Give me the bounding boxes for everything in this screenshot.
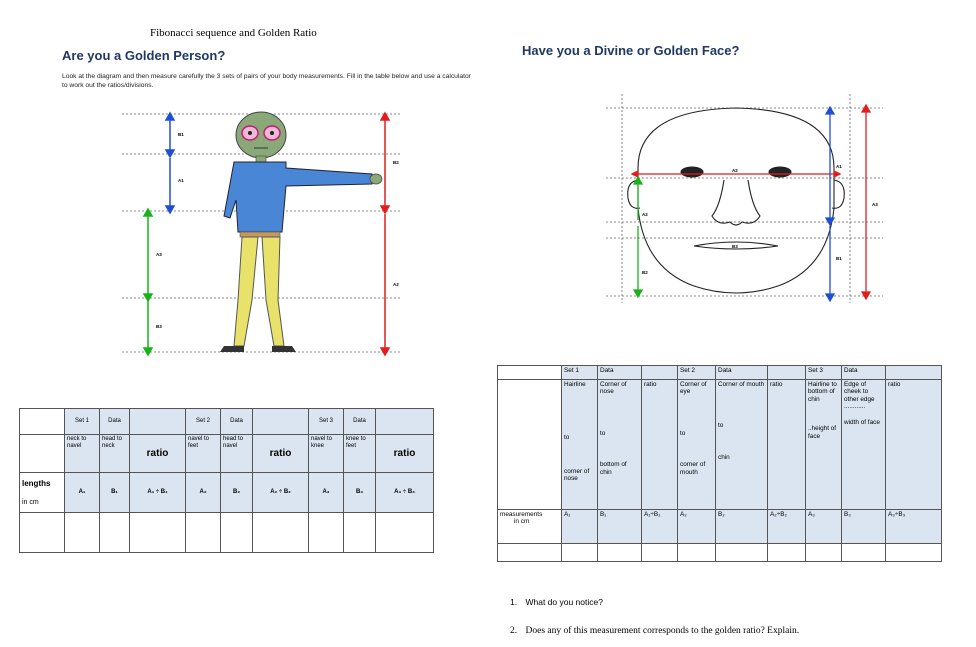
rt-set1: Set 1: [562, 366, 598, 380]
rt-input-a3[interactable]: [806, 544, 842, 562]
rt-b3: B₃: [842, 510, 886, 544]
lt-b1: B₁: [100, 473, 130, 513]
rt-input-a1[interactable]: [562, 544, 598, 562]
question-2: [510, 626, 799, 636]
label-b1: B1: [178, 132, 184, 137]
label-a1: A1: [178, 178, 184, 183]
rt-chin: chin: [718, 453, 730, 461]
instructions: Look at the diagram and then measure carefully the 3 sets of pairs of your body measurements. Fill in the table below and use a calculator to work out the ratios/divisions.: [62, 73, 471, 89]
rt-corner-of-nose-end: corner of nose: [564, 467, 590, 483]
rt-nose-to: to: [600, 429, 606, 437]
lt-set3: Set 3: [309, 409, 344, 435]
lt-data2: Data: [221, 409, 253, 435]
rt-mouth-to: to: [718, 422, 724, 430]
rt-ratio3: ratio: [886, 380, 942, 510]
rt-corner-of-mouth: Corner of mouth: [718, 381, 765, 388]
rt-set2: Set 2: [678, 366, 716, 380]
lt-row-lengths: lengths: [22, 478, 51, 488]
rt-hairline-to: to: [564, 434, 570, 442]
rt-edge-of-cheek: Edge of cheek to other edge: [844, 381, 875, 403]
rt-hairline: Hairline: [564, 381, 586, 388]
rt-input-b1[interactable]: [598, 544, 642, 562]
rt-r3: A₃÷B₃: [886, 510, 942, 544]
face-label-b2: B2: [642, 270, 648, 275]
question-1-text: What do you notice?: [525, 597, 603, 607]
face-label-b1: B1: [836, 256, 842, 261]
face-outline: [628, 108, 845, 293]
lt-data1: Data: [100, 409, 130, 435]
face-measurements-table: [497, 365, 942, 562]
lt-a2: A₂: [186, 473, 221, 513]
rt-ratio1: ratio: [642, 380, 678, 510]
label-a3: A3: [156, 252, 162, 257]
label-b3: B3: [156, 324, 162, 329]
face-label-a3: A3: [872, 202, 878, 207]
face-label-a2: A2: [732, 168, 738, 173]
rt-data2: Data: [716, 366, 768, 380]
rt-row-measurements: measurements: [500, 511, 543, 518]
lt-head-to-neck: head to neck: [100, 435, 130, 473]
rt-data1: Data: [598, 366, 642, 380]
rt-a1: A₁: [562, 510, 598, 544]
face-label-a2-green: A2: [642, 212, 648, 217]
lt-row-incm: in cm: [22, 498, 39, 506]
blue-arrows: [166, 113, 174, 213]
green-arrows: [144, 209, 152, 355]
label-b2: B2: [393, 160, 399, 165]
lt-input-r2[interactable]: [253, 513, 309, 553]
lt-r1: A₁ ÷ B₁: [130, 473, 186, 513]
lt-r2: A₂ ÷ B₂: [253, 473, 309, 513]
lt-input-a3[interactable]: [309, 513, 344, 553]
lt-b3: B₃: [344, 473, 376, 513]
rt-input-a2[interactable]: [678, 544, 716, 562]
rt-b2: B₂: [716, 510, 768, 544]
lt-navel-to-knee: navel to knee: [309, 435, 344, 473]
lt-ratio3: ratio: [376, 435, 434, 473]
lt-input-a2[interactable]: [186, 513, 221, 553]
rt-a3: A₃: [806, 510, 842, 544]
question-2-text: Does any of this measurement corresponds to the golden ratio? Explain.: [525, 626, 800, 636]
rt-b1: B₁: [598, 510, 642, 544]
rt-row-incm: in cm: [514, 518, 530, 526]
rt-input-b3[interactable]: [842, 544, 886, 562]
rt-data3: Data: [842, 366, 886, 380]
lt-ratio1: ratio: [130, 435, 186, 473]
body-measurements-table: [19, 408, 434, 553]
rt-corner-of-mouth-end: corner of mouth: [680, 461, 706, 476]
person-figure: [220, 112, 382, 352]
lt-ratio2: ratio: [253, 435, 309, 473]
body-diagram: [60, 100, 405, 362]
face-blue-arrows: [826, 107, 834, 301]
lt-r3: A₃ ÷ B₃: [376, 473, 434, 513]
lt-navel-to-feet: navel to feet: [186, 435, 221, 473]
red-arrows: [381, 113, 389, 355]
rt-a2: A₂: [678, 510, 716, 544]
face-diagram: [598, 88, 888, 312]
rt-hairline-to-chin: Hairline to bottom of chin: [808, 381, 837, 403]
rt-bottom-of-chin: bottom of chin: [600, 461, 627, 476]
lt-input-b2[interactable]: [221, 513, 253, 553]
lt-head-to-navel: head to navel: [221, 435, 253, 473]
rt-input-r2[interactable]: [768, 544, 806, 562]
question-2-number: 2.: [510, 626, 518, 636]
face-green-arrows: [634, 177, 642, 297]
right-heading: Have you a Divine or Golden Face?: [522, 43, 740, 58]
lt-input-r3[interactable]: [376, 513, 434, 553]
lt-input-r1[interactable]: [130, 513, 186, 553]
face-label-a1: A1: [836, 164, 842, 169]
rt-width-of-face: width of face: [844, 418, 880, 426]
lt-b2: B₂: [221, 473, 253, 513]
rt-r1: A₁÷B₁: [642, 510, 678, 544]
rt-set3: Set 3: [806, 366, 842, 380]
rt-corner-of-nose: Corner of nose: [600, 381, 627, 396]
rt-r2: A₂÷B₂: [768, 510, 806, 544]
rt-input-b2[interactable]: [716, 544, 768, 562]
lt-knee-to-feet: knee to feet: [344, 435, 376, 473]
rt-input-r1[interactable]: [642, 544, 678, 562]
rt-eye-to: to: [680, 429, 686, 437]
left-heading: Are you a Golden Person?: [62, 48, 226, 63]
question-1-number: 1.: [510, 597, 518, 607]
lt-set1: Set 1: [65, 409, 100, 435]
rt-dots: ............: [844, 403, 866, 411]
lt-input-b3[interactable]: [344, 513, 376, 553]
rt-ratio2: ratio: [768, 380, 806, 510]
document-title: Fibonacci sequence and Golden Ratio: [150, 27, 317, 39]
lt-input-b1[interactable]: [100, 513, 130, 553]
lt-neck-to-navel: neck to navel: [65, 435, 100, 473]
lt-a1: A₁: [65, 473, 100, 513]
face-label-b3: B3: [732, 244, 738, 249]
rt-height-of-face: ..height of face: [808, 425, 837, 440]
label-a2: A2: [393, 282, 399, 287]
lt-a3: A₃: [309, 473, 344, 513]
rt-corner-of-eye: Corner of eye: [680, 381, 707, 396]
rt-input-r3[interactable]: [886, 544, 942, 562]
question-1: [510, 597, 603, 607]
lt-input-a1[interactable]: [65, 513, 100, 553]
lt-data3: Data: [344, 409, 376, 435]
lt-set2: Set 2: [186, 409, 221, 435]
